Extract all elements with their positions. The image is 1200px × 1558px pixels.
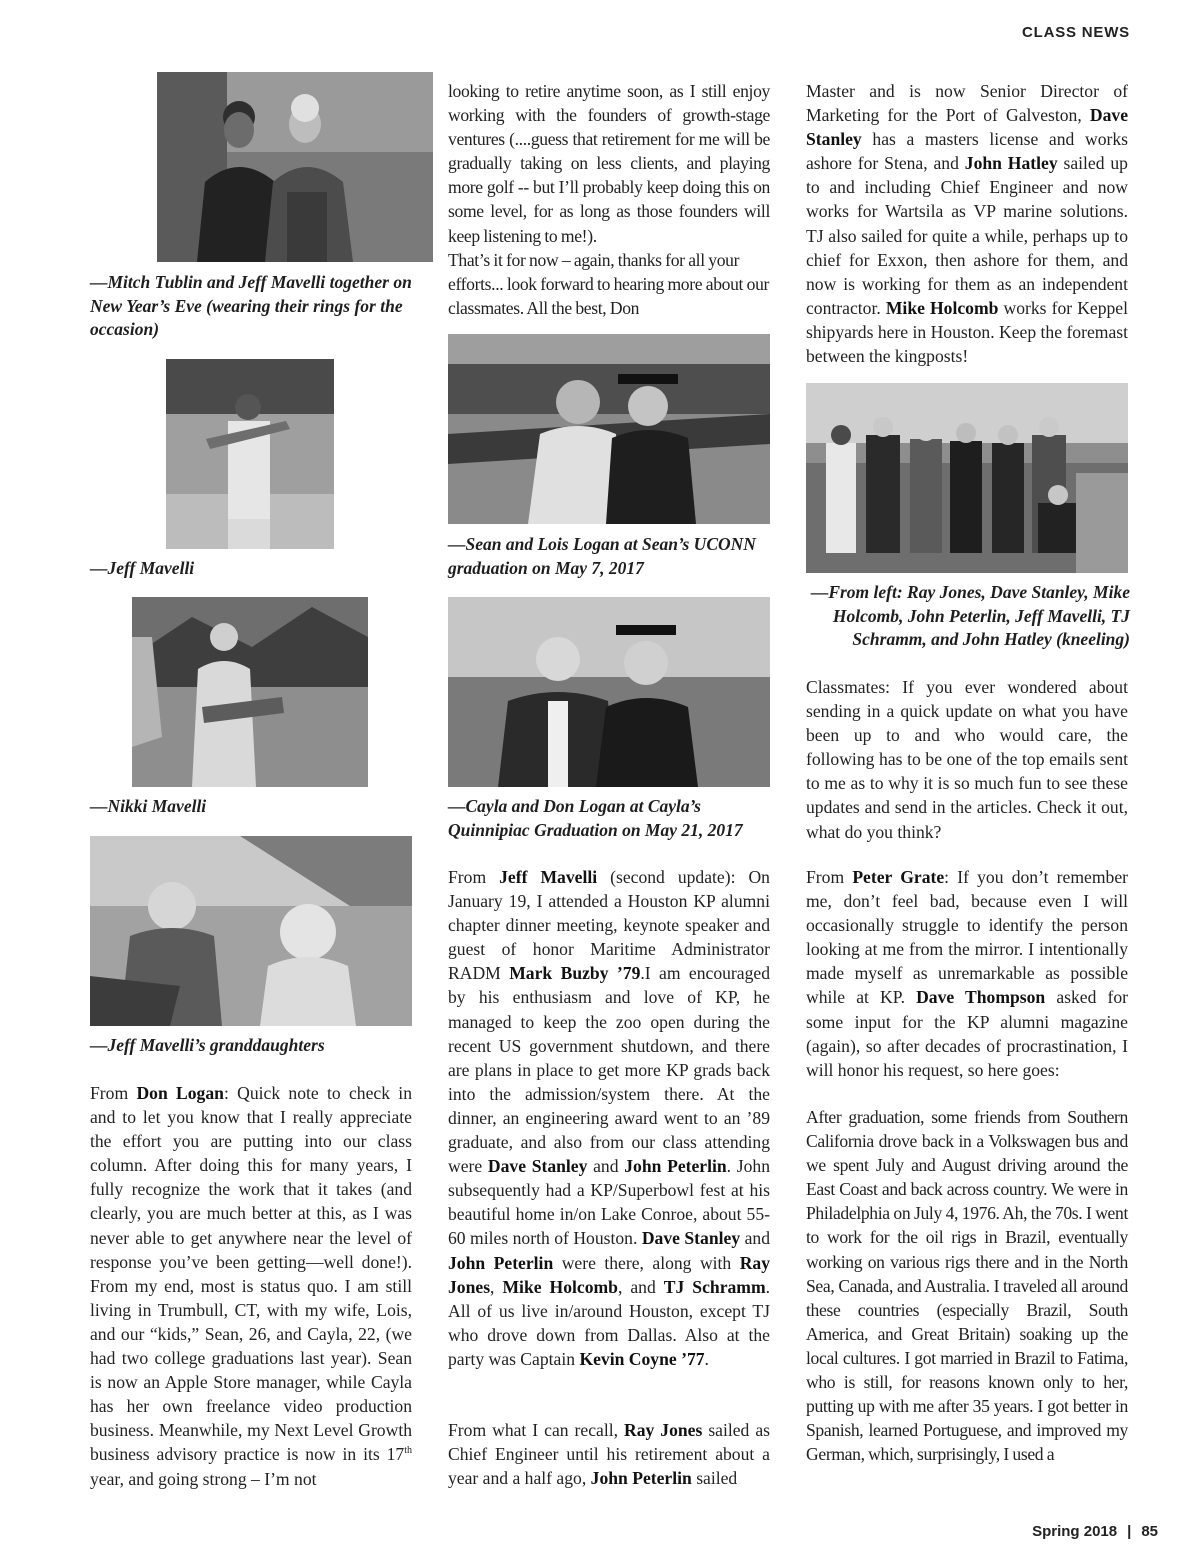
page-footer	[1032, 1523, 1158, 1540]
caption-nikki-mavelli: —Nikki Mavelli	[90, 796, 207, 816]
caption-tublin-mavelli: —Mitch Tublin and Jeff Mavelli together on New Year’s Eve (wearing their rings for the occasion)	[90, 272, 412, 339]
photo-tublin-mavelli	[157, 72, 433, 262]
article-jeff-mavelli-second: From Jeff Mavelli (second update): On January 19, I attended a Houston KP alumni chapter dinner meeting, keynote speaker and guest of honor Maritime Administrator RADM Mark Buzby ’79.I am encouraged by his enthusiasm and love of KP, he managed to keep the zoo open during the recent US government shutdown, and there are plans in place to get more KP grads back into the admission/system there. At the dinner, an engineering award went to an ’89 graduate, and also from our class attending were Dave Stanley and John Peterlin. John subsequently had a KP/Superbowl fest at his beautiful home in/on Lake Conroe, about 55-60 miles north of Houston. Dave Stanley and John Peterlin were there, along with Ray Jones, Mike Holcomb, and TJ Schramm. All of us live in/around Houston, except TJ who drove down from Dallas. Also at the party was Captain Kevin Coyne ’77.	[448, 867, 771, 1369]
photo-jeff-mavelli	[166, 359, 334, 549]
page-number: 85	[1141, 1523, 1158, 1540]
caption-jeff-mavelli: —Jeff Mavelli	[90, 558, 195, 578]
article-recall-continued: Master and is now Senior Director of Marketing for the Port of Galveston, Dave Stanley has a masters license and works ashore for Stena, and John Hatley sailed up to and including Chief Engineer and now works for Wartsila as VP marine solutions. TJ also sailed for quite a while, perhaps up to chief for Exxon, then ashore for them, and now is working for them as an independent contractor. Mike Holcomb works for Keppel shipyards here in Houston. Keep the foremast between the kingposts!	[806, 81, 1128, 367]
photo-nikki-mavelli	[132, 597, 368, 787]
photo-cayla-don	[448, 597, 770, 787]
caption-cayla-don: —Cayla and Don Logan at Cayla’s Quinnipiac Graduation on May 21, 2017	[448, 796, 743, 840]
caption-group: —From left: Ray Jones, Dave Stanley, Mike Holcomb, John Peterlin, Jeff Mavelli, TJ Schramm, and John Hatley (kneeling)	[810, 582, 1130, 649]
section-label: CLASS NEWS	[1021, 24, 1130, 41]
issue-label: Spring 2018	[1032, 1523, 1118, 1540]
photo-sean-lois	[448, 334, 770, 524]
article-don-logan-continued: looking to retire anytime soon, as I still enjoy working with the founders of growth-stage ventures (....guess that retirement for me will be gradually taking on less clients, and playing more golf -- but I’ll probably keep doing this on some level, for as long as those founders will keep listening to me!). That’s it for now – again, thanks for all your efforts... look forward to hearing more about our classmates. All the best, Don	[448, 81, 770, 318]
caption-sean-lois: —Sean and Lois Logan at Sean’s UCONN graduation on May 7, 2017	[448, 534, 756, 578]
article-after-graduation: After graduation, some friends from Southern California drove back in a Volkswagen bus and we spent July and August driving around the East Coast and back across country. We were in Philadelphia on July 4, 1976. Ah, the 70s. I went to work for the oil rigs in Brazil, eventually working on various rigs there and in the North Sea, Canada, and Australia. I traveled all around these countries (especially Brazil, South America, and Great Britain) soaking up the local cultures. I got married in Brazil to Fatima, who is still, for reasons known only to her, putting up with me after 35 years. I got better in Spanish, learned Portuguese, and improved my German, which, surprisingly, I used a	[806, 1107, 1128, 1465]
article-recall: From what I can recall, Ray Jones sailed as Chief Engineer until his retirement about a year and a half ago, John Peterlin sailed	[448, 1420, 770, 1489]
name-don-logan: Don Logan	[136, 1083, 224, 1103]
article-peter-grate: From Peter Grate: If you don’t remember me, don’t feel bad, because even I will occasionally struggle to identify the person looking at me from the mirror. I intentionally made myself as unremarkable as possible while at KP. Dave Thompson asked for some input for the KP alumni magazine (again), so after decades of procrastination, I will honor his request, so here goes:	[806, 867, 1129, 1080]
article-don-logan: From Don Logan: Quick note to check in and to let you know that I really appreciate the effort you are putting into our class column. After doing this for many years, I fully recognize the work that it takes (and clearly, you are much better at this, as I was never able to get anywhere near the level of response you’ve been getting—well done!). From my end, most is status quo. I am still living in Trumbull, CT, with my wife, Lois, and our “kids,” Sean, 26, and Cayla, 22, (we had two college graduations last year). Sean is now an Apple Store manager, while Cayla has her own freelance video production business. Meanwhile, my Next Level Growth business advisory practice is now in its 17th year, and going strong – I’m not	[90, 1083, 412, 1489]
photo-group	[806, 383, 1128, 573]
footer-separator: |	[1127, 1523, 1132, 1540]
article-classmates: Classmates: If you ever wondered about sending in a quick update on what you have been up to and who would care, the following has to be one of the top emails sent to me as to why it is so much fun to see these updates and send in the articles. Check it out, what do you think?	[806, 677, 1128, 842]
caption-granddaughters: —Jeff Mavelli’s granddaughters	[90, 1035, 325, 1055]
photo-granddaughters	[90, 836, 412, 1026]
